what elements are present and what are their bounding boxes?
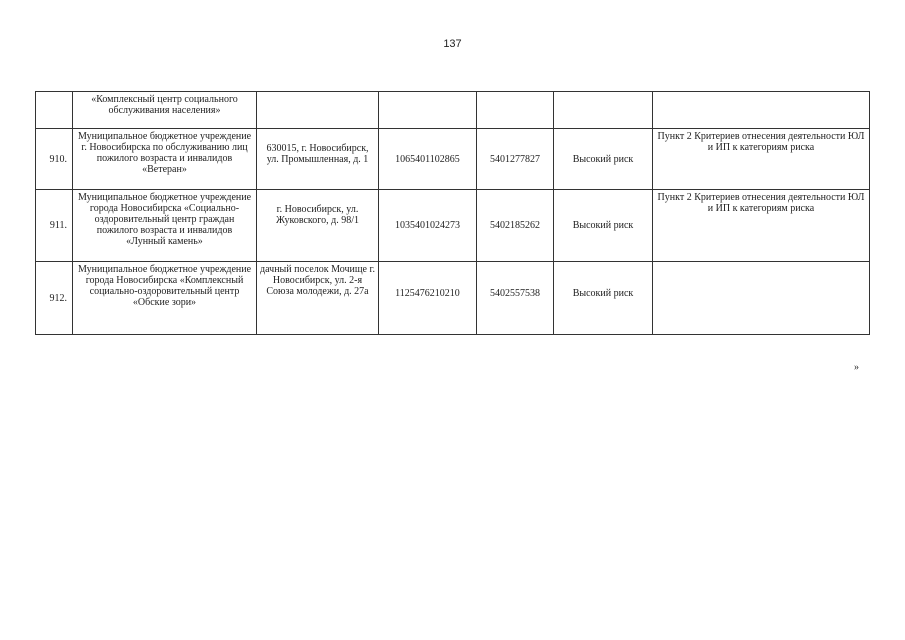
organization-name-cell: Муниципальное бюджетное учреждение города Новосибирска «Комплексный социально-оздоровительный центр «Обские зори» [73, 262, 257, 335]
basis-cell [653, 262, 870, 335]
basis-cell [653, 92, 870, 129]
address-cell: г. Новосибирск, ул. Жуковского, д. 98/1 [257, 190, 379, 262]
row-number-cell: 912. [36, 262, 73, 335]
ogrn-cell: 1065401102865 [379, 129, 477, 190]
inn-cell: 5402557538 [477, 262, 554, 335]
ogrn-cell [379, 92, 477, 129]
row-number-cell [36, 92, 73, 129]
inn-cell: 5401277827 [477, 129, 554, 190]
organization-name-cell: «Комплексный центр социального обслуживания населения» [73, 92, 257, 129]
ogrn-cell: 1035401024273 [379, 190, 477, 262]
ogrn-cell: 1125476210210 [379, 262, 477, 335]
table-row [36, 129, 870, 190]
address-cell: дачный поселок Мочище г. Новосибирск, ул. 2-я Союза молодежи, д. 27а [257, 262, 379, 335]
page-number: 137 [443, 38, 462, 50]
risk-category-cell: Высокий риск [554, 262, 653, 335]
row-number-cell: 910. [36, 129, 73, 190]
table-row [36, 92, 870, 129]
risk-category-cell [554, 92, 653, 129]
organization-name-cell: Муниципальное бюджетное учреждение города Новосибирска «Социально-оздоровительный центр граждан пожилого возраста и инвалидов «Лунный камень» [73, 190, 257, 262]
table-row [36, 262, 870, 335]
table-row [36, 190, 870, 262]
address-cell: 630015, г. Новосибирск, ул. Промышленная, д. 1 [257, 129, 379, 190]
address-cell [257, 92, 379, 129]
inn-cell [477, 92, 554, 129]
risk-category-cell: Высокий риск [554, 129, 653, 190]
basis-cell: Пункт 2 Критериев отнесения деятельности ЮЛ и ИП к категориям риска [653, 129, 870, 190]
basis-cell: Пункт 2 Критериев отнесения деятельности ЮЛ и ИП к категориям риска [653, 190, 870, 262]
risk-category-cell: Высокий риск [554, 190, 653, 262]
row-number-cell: 911. [36, 190, 73, 262]
inn-cell: 5402185262 [477, 190, 554, 262]
closing-quote-mark: » [854, 362, 859, 373]
registry-table [35, 91, 870, 335]
organization-name-cell: Муниципальное бюджетное учреждение г. Новосибирска по обслуживанию лиц пожилого возраста и инвалидов «Ветеран» [73, 129, 257, 190]
